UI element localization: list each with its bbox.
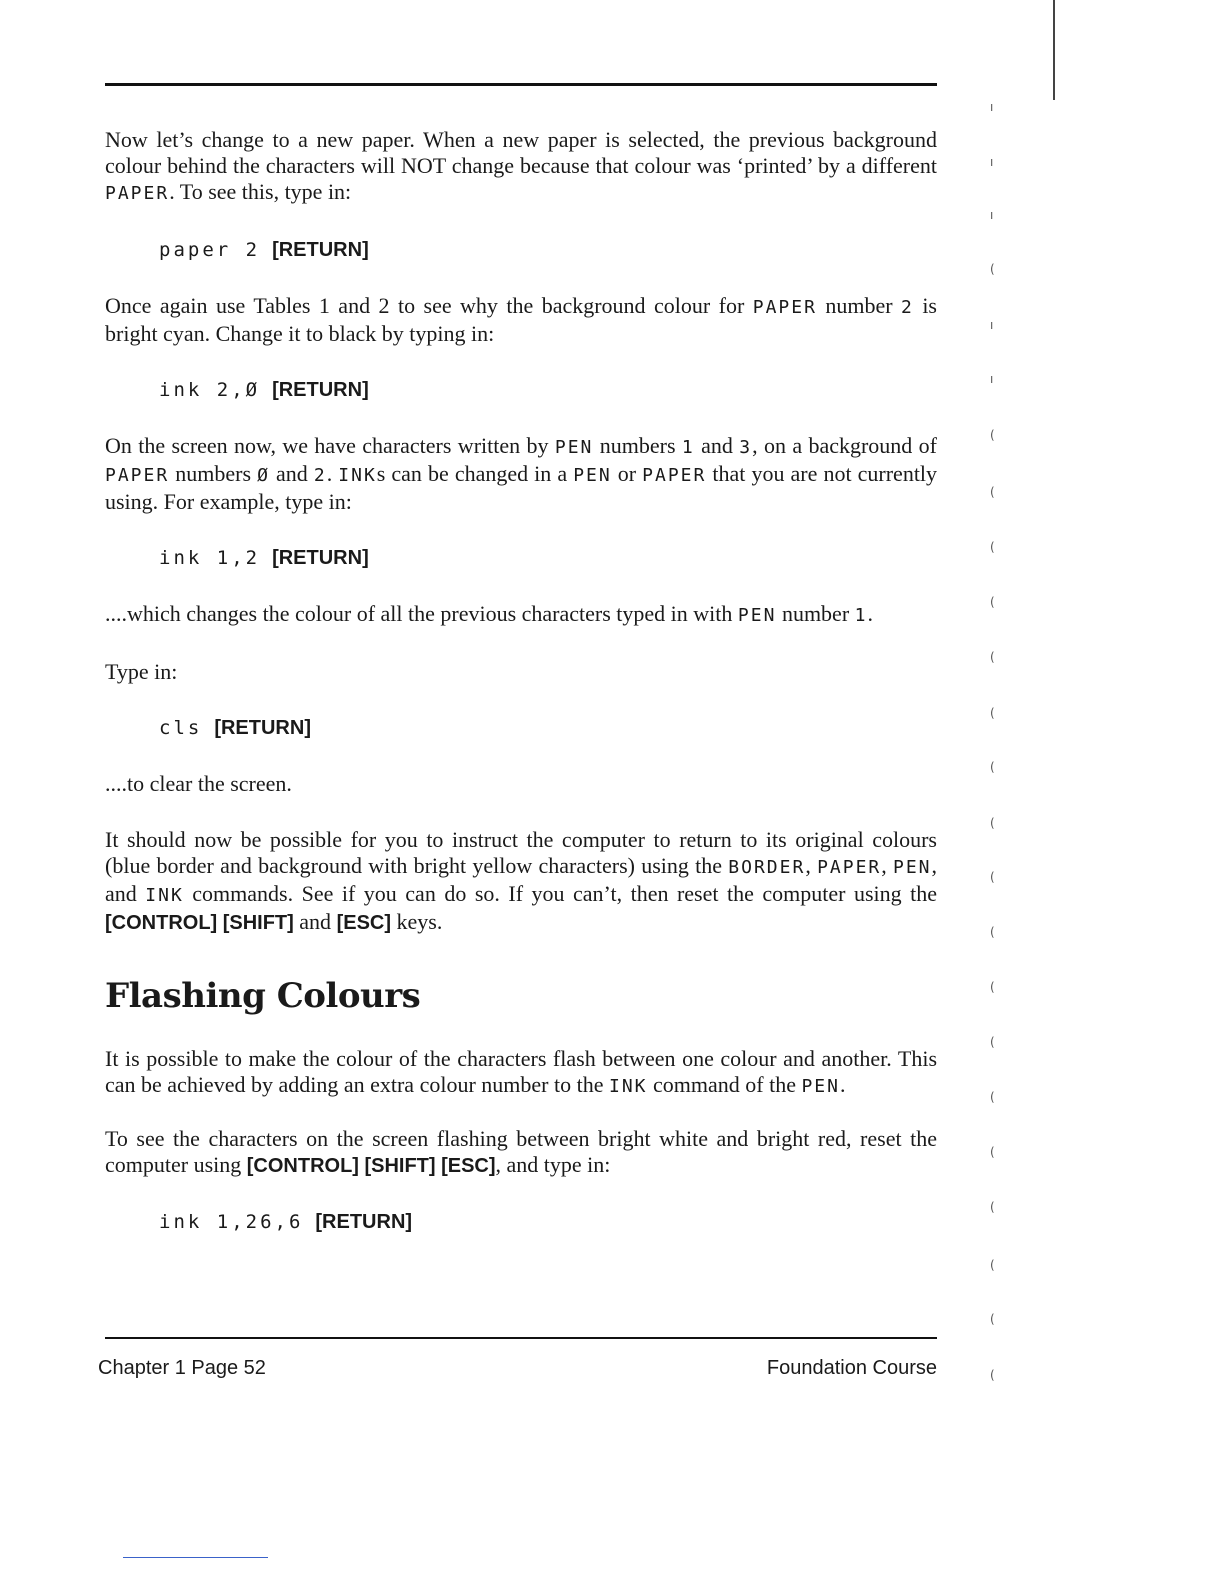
inline-code: INK (338, 465, 377, 486)
inline-code: PEN (737, 605, 777, 626)
paragraph-new-paper: Now let’s change to a new paper. When a new paper is selected, the previous background colour behind the characters will NOT change because that colour was ‘printed’ by a different PAPER. To see this, type in: (105, 127, 937, 204)
inline-code: 1 (681, 437, 695, 458)
inline-code: Ø (257, 465, 270, 486)
section-heading: Flashing Colours (105, 976, 421, 1016)
scan-artifact-line (123, 1557, 268, 1558)
top-rule (105, 83, 937, 86)
inline-code: PEN (893, 857, 932, 878)
paragraph-pen-numbers: On the screen now, we have characters written by PEN numbers 1 and 3, on a background of PAPER numbers Ø and 2. INKs can be changed in a PEN or PAPER that you are not currently using. For example, type in: (105, 433, 938, 514)
command-line (159, 1209, 937, 1235)
key-label: [RETURN] (272, 239, 369, 261)
inline-code: PAPER (752, 297, 817, 318)
paragraph-white-red: To see the characters on the screen flashing between bright white and bright red, reset the computer using [CONTROL] [SHIFT] [ESC], and type in: (105, 1126, 937, 1177)
key-label: [SHIFT] (222, 912, 294, 934)
inline-code: PEN (554, 437, 594, 458)
inline-code: 2 (901, 297, 914, 318)
inline-code: 1 (854, 605, 868, 626)
paragraph-which-changes: ....which changes the colour of all the previous characters typed in with PEN number 1. (105, 601, 873, 626)
command-code: ink 1,26,6 (159, 1211, 304, 1233)
inline-code: BORDER (728, 857, 806, 878)
paragraph-flash: It is possible to make the colour of the characters flash between one colour and another. This can be achieved by adding an extra colour number to the INK command of the PEN. (105, 1046, 937, 1097)
command-line (159, 237, 937, 263)
inline-code: PEN (801, 1076, 840, 1097)
bottom-rule (105, 1337, 937, 1339)
command-line (159, 715, 937, 741)
key-label: [CONTROL] (105, 912, 218, 934)
inline-code: PAPER (105, 183, 170, 204)
command-code: cls (159, 717, 203, 739)
paragraph-original-colours: It should now be possible for you to instruct the computer to return to its original colours (blue border and background with bright yellow characters) using the BORDER, PAPER, PEN, and INK commands. See if you can do so. If you can’t, then reset the computer using the [CONTROL] [SHIFT] and [ESC] keys. (105, 827, 938, 934)
key-label: [ESC] (441, 1155, 496, 1177)
key-label: [ESC] (336, 912, 392, 934)
command-code: paper 2 (159, 239, 261, 261)
inline-code: PEN (573, 465, 612, 486)
scan-margin-marks: ı ı ı ( ı ı ( ( ( ( ( ( ( ( ( ( ( ( ( ( ( ( ( ( (990, 100, 995, 1382)
key-label: [CONTROL] (246, 1155, 359, 1177)
inline-code: PAPER (105, 465, 170, 486)
inline-code: PAPER (642, 465, 707, 486)
command-code: ink 2,Ø (159, 379, 261, 401)
key-label: [RETURN] (315, 1211, 413, 1233)
inline-code: 2 (313, 465, 327, 486)
command-code: ink 1,2 (159, 547, 261, 569)
inline-code: INK (608, 1076, 648, 1097)
inline-code: INK (145, 885, 184, 906)
command-line (159, 545, 937, 571)
key-label: [RETURN] (272, 379, 369, 401)
command-line (159, 377, 937, 403)
key-label: [RETURN] (272, 547, 369, 569)
key-label: [RETURN] (214, 717, 311, 739)
footer-course-title: Foundation Course (766, 1357, 937, 1379)
key-label: [SHIFT] (364, 1155, 436, 1177)
paragraph-clear-screen: ....to clear the screen. (105, 771, 292, 796)
paragraph-bright-cyan: Once again use Tables 1 and 2 to see why the background colour for PAPER number 2 is bright cyan. Change it to black by typing in: (105, 293, 937, 346)
page-content (105, 127, 937, 1235)
inline-code: PAPER (817, 857, 882, 878)
paragraph-type-in: Type in: (105, 659, 178, 684)
footer-page-number: Chapter 1 Page 52 (98, 1357, 266, 1379)
scan-edge-line (1053, 0, 1055, 100)
inline-code: 3 (739, 437, 753, 458)
